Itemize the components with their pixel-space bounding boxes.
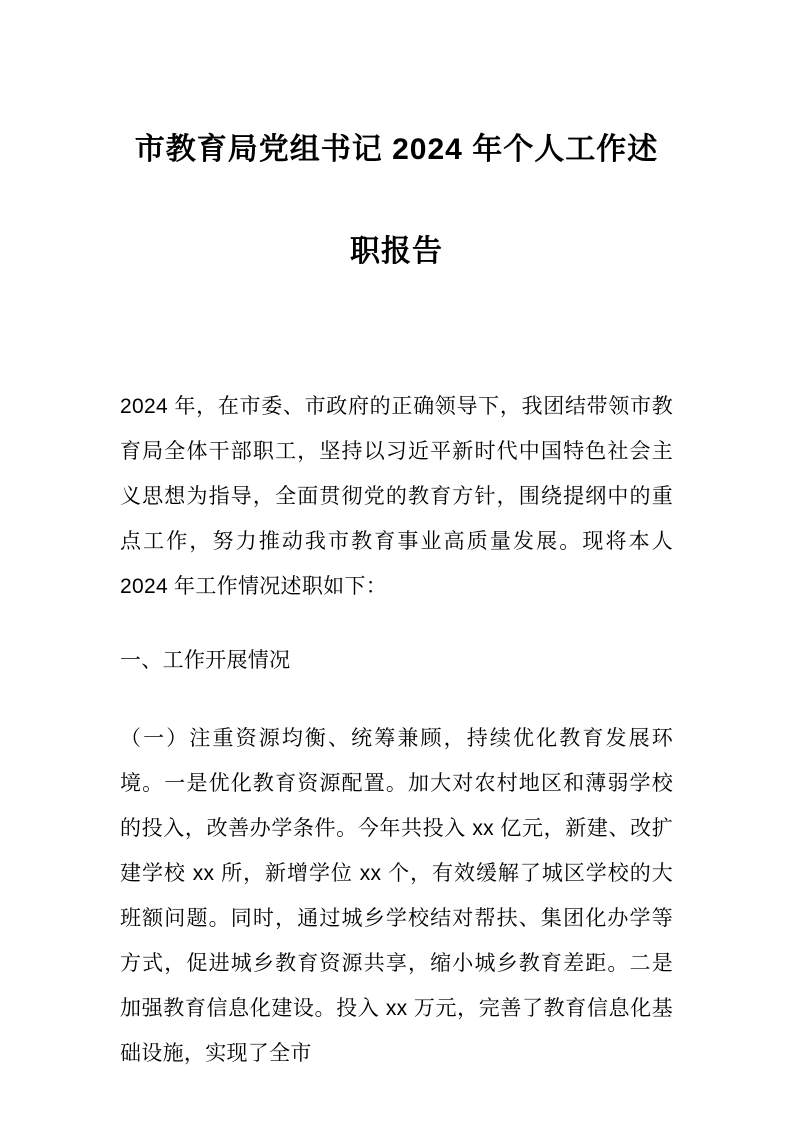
intro-paragraph: 2024 年，在市委、市政府的正确领导下，我团结带领市教育局全体干部职工，坚持以习近平新时代中国特色社会主义思想为指导，全面贯彻党的教育方针，围绕提纲中的重点工作，努力推动我市教育事业高质量发展。现将本人 2024 年工作情况述职如下：: [120, 395, 673, 598]
section-paragraph: （一）注重资源均衡、统筹兼顾，持续优化教育发展环境。一是优化教育资源配置。加大对农村地区和薄弱学校的投入，改善办学条件。今年共投入 xx 亿元，新建、改扩建学校 xx 所，新增学位 xx 个，有效缓解了城区学校的大班额问题。同时，通过城乡学校结对帮扶、集团化办学等方式，促进城乡教育资源共享，缩小城乡教育差距。二是加强教育信息化建设。投入 xx 万元，完善了教育信息化基础设施，实现了全市: [120, 727, 673, 1065]
section-heading-work-progress: 一、工作开展情况: [120, 649, 291, 672]
document-title: 市教育局党组书记 2024 年个人工作述职报告: [134, 133, 659, 268]
